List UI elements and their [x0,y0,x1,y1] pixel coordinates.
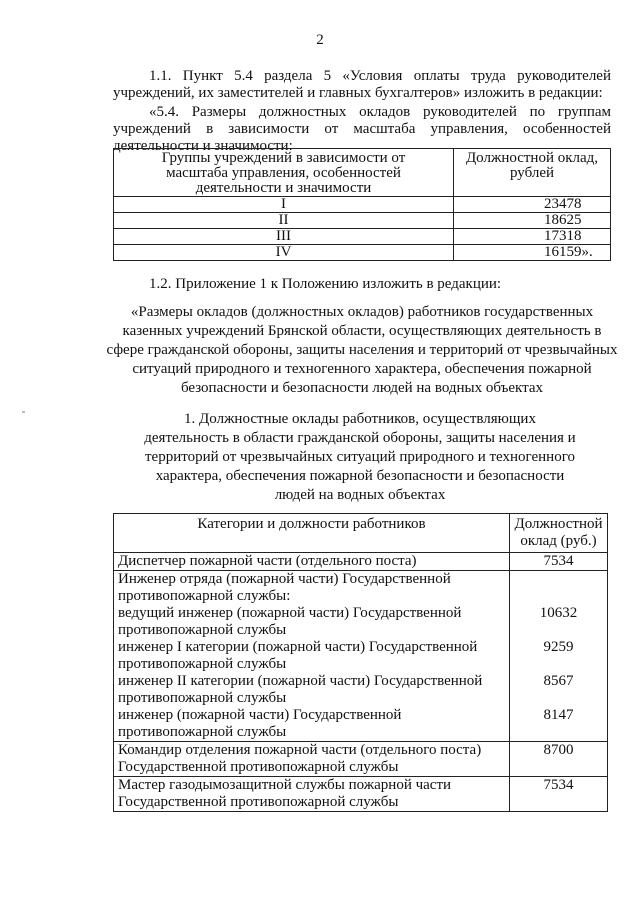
table-row [114,213,611,229]
salary-value: 10632 [539,605,578,621]
position-cell: Диспетчер пожарной части (отдельного поста) [114,553,510,571]
group-cell: I [114,197,454,213]
group-cell: IV [114,245,454,261]
salary-cell: 17318 [454,229,611,245]
position-sub-label: инженер I категории (пожарной части) Государственной противопожарной службы [118,639,478,672]
table-row [114,197,611,213]
group-cell: II [114,213,454,229]
table-row [114,229,611,245]
position-cell: Командир отделения пожарной части (отдельного поста) Государственной противопожарной службы [114,742,510,777]
position-sub-label: инженер (пожарной части) Государственной противопожарной службы [118,707,402,740]
header-salary: Должностной оклад, рублей [454,149,611,197]
section-heading: 1. Должностные оклады работников, осуществляющих деятельность в области гражданской обороны, защиты населения и территорий от чрезвычайных ситуаций природного и техногенного характера, обеспечения пожарной безопасности и безопасности людей на водных объектах [144,411,576,503]
header-positions: Категории и должности работников [114,514,510,553]
salary-cell [510,571,608,742]
table-row [114,571,608,742]
positions-salary-table [113,513,608,812]
salary-value: 8567 [543,673,574,689]
table-row [114,245,611,261]
page-number: 2 [316,32,324,48]
salary-cell: 23478 [454,197,611,213]
scan-mark [22,411,25,413]
salary-cell: 7534 [510,777,608,812]
salary-groups-table [113,148,611,261]
header-groups: Группы учреждений в зависимости от масштаба управления, особенностей деятельности и значимости [114,149,454,197]
paragraph-5-4: «5.4. Размеры должностных окладов руководителей по группам учреждений в зависимости от масштаба управления, особенностей деятельности и значимости: [113,104,611,154]
header-salary: Должностной оклад (руб.) [510,514,608,553]
group-cell: III [114,229,454,245]
position-cell: Мастер газодымозащитной службы пожарной части Государственной противопожарной службы [114,777,510,812]
paragraph-1-1: 1.1. Пункт 5.4 раздела 5 «Условия оплаты труда руководителей учреждений, их заместителей и главных бухгалтеров» изложить в редакции: [113,68,611,101]
table-row [114,553,608,571]
table-row [114,777,608,812]
salary-cell: 8700 [510,742,608,777]
position-sub-label: ведущий инженер (пожарной части) Государственной противопожарной службы [118,605,462,638]
salary-cell: 18625 [454,213,611,229]
salary-value: 8147 [543,707,574,723]
position-group-label: Инженер отряда (пожарной части) Государственной противопожарной службы: [118,571,451,604]
appendix-title: «Размеры окладов (должностных окладов) работников государственных казенных учреждений Брянской области, осуществляющих деятельность в сфере гражданской обороны, защиты населения и территорий от чрезвычайных ситуаций природного и техногенного характера, обеспечения пожарной безопасности и безопасности людей на водных объектах [106,304,618,396]
table-header-row [114,149,611,197]
salary-cell: 16159». [454,245,611,261]
table-row [114,742,608,777]
paragraph-1-2: 1.2. Приложение 1 к Положению изложить в редакции: [149,276,502,292]
position-cell [114,571,510,742]
table-header-row [114,514,608,553]
salary-value: 9259 [543,639,574,655]
position-sub-label: инженер II категории (пожарной части) Государственной противопожарной службы [118,673,483,706]
salary-cell: 7534 [510,553,608,571]
